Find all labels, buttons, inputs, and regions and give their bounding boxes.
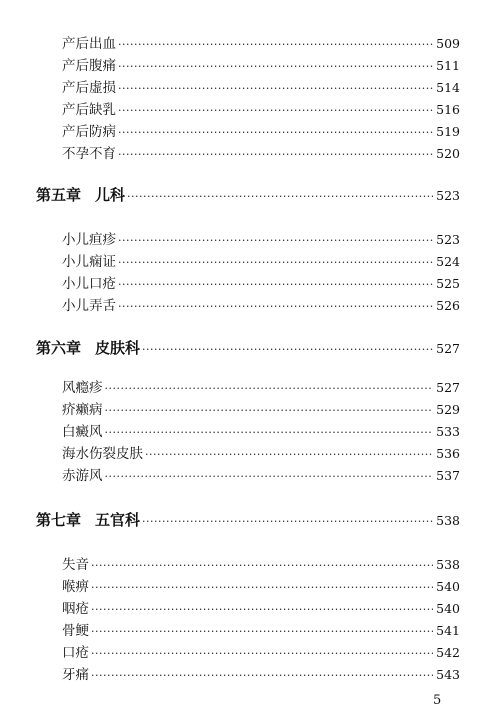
entry-title: 产后出血 bbox=[62, 36, 116, 52]
entry-page: 514 bbox=[436, 80, 460, 95]
toc-entry bbox=[62, 294, 460, 314]
entry-title: 疥癞病 bbox=[62, 402, 103, 418]
entry-page: 536 bbox=[436, 446, 460, 461]
entry-title: 小儿口疮 bbox=[62, 276, 116, 292]
dot-leader bbox=[91, 581, 433, 594]
entry-page: 537 bbox=[436, 468, 460, 483]
dot-leader bbox=[145, 448, 433, 461]
entry-page: 516 bbox=[436, 102, 460, 117]
toc-entry bbox=[62, 464, 460, 484]
toc-entry bbox=[62, 120, 460, 140]
dot-leader bbox=[105, 404, 434, 417]
entry-title: 不孕不育 bbox=[62, 146, 116, 162]
chapter-number: 第六章 bbox=[36, 339, 82, 357]
dot-leader bbox=[118, 300, 433, 313]
entry-title: 失音 bbox=[62, 557, 89, 573]
chapter-heading bbox=[36, 184, 460, 205]
dot-leader bbox=[91, 603, 433, 616]
dot-leader bbox=[91, 669, 433, 682]
dot-leader bbox=[118, 104, 433, 117]
chapter-heading bbox=[36, 509, 460, 530]
entry-title: 小儿痫证 bbox=[62, 254, 116, 270]
dot-leader bbox=[118, 278, 433, 291]
entry-title: 牙痛 bbox=[62, 667, 89, 683]
entry-page: 533 bbox=[436, 424, 460, 439]
dot-leader bbox=[142, 515, 433, 528]
toc-entry bbox=[62, 619, 460, 639]
entry-page: 527 bbox=[436, 380, 460, 395]
entry-title: 赤游风 bbox=[62, 468, 103, 484]
dot-leader bbox=[142, 343, 433, 356]
entry-title: 海水伤裂皮肤 bbox=[62, 446, 143, 462]
entry-title: 小儿疸疹 bbox=[62, 232, 116, 248]
dot-leader bbox=[91, 559, 433, 572]
dot-leader bbox=[91, 625, 433, 638]
toc-entry bbox=[62, 32, 460, 52]
entry-page: 524 bbox=[436, 254, 460, 269]
entry-title: 小儿弄舌 bbox=[62, 298, 116, 314]
entry-title: 产后腹痛 bbox=[62, 58, 116, 74]
toc-entry bbox=[62, 142, 460, 162]
dot-leader bbox=[118, 256, 433, 269]
toc-entry bbox=[62, 553, 460, 573]
entry-title: 白癜风 bbox=[62, 424, 103, 440]
chapter-page: 527 bbox=[436, 341, 460, 356]
chapter-title: 儿科 bbox=[95, 186, 126, 204]
entry-page: 540 bbox=[436, 579, 460, 594]
dot-leader bbox=[91, 647, 433, 660]
dot-leader bbox=[105, 470, 434, 483]
entry-page: 523 bbox=[436, 232, 460, 247]
dot-leader bbox=[118, 82, 433, 95]
chapter-page: 538 bbox=[436, 513, 460, 528]
entry-title: 风瘾疹 bbox=[62, 380, 103, 396]
toc-entry bbox=[62, 54, 460, 74]
entry-page: 529 bbox=[436, 402, 460, 417]
chapter-title: 皮肤科 bbox=[95, 339, 141, 357]
toc-entry bbox=[62, 641, 460, 661]
toc-entry bbox=[62, 76, 460, 96]
page-number: 5 bbox=[433, 693, 442, 708]
toc-entry bbox=[62, 98, 460, 118]
toc-entry bbox=[62, 272, 460, 292]
dot-leader bbox=[118, 60, 433, 73]
toc-entry bbox=[62, 228, 460, 248]
entry-page: 540 bbox=[436, 601, 460, 616]
toc-entry bbox=[62, 597, 460, 617]
dot-leader bbox=[127, 190, 433, 203]
entry-title: 喉痹 bbox=[62, 579, 89, 595]
entry-page: 543 bbox=[436, 667, 460, 682]
toc-entry bbox=[62, 663, 460, 683]
entry-title: 咽疮 bbox=[62, 601, 89, 617]
chapter-heading bbox=[36, 337, 460, 358]
toc-entry bbox=[62, 442, 460, 462]
entry-title: 口疮 bbox=[62, 645, 89, 661]
toc-entry bbox=[62, 250, 460, 270]
chapter-number: 第七章 bbox=[36, 511, 82, 529]
toc-entry bbox=[62, 420, 460, 440]
toc-entry bbox=[62, 398, 460, 418]
entry-page: 538 bbox=[436, 557, 460, 572]
entry-title: 产后防病 bbox=[62, 124, 116, 140]
dot-leader bbox=[118, 38, 433, 51]
dot-leader bbox=[118, 148, 433, 161]
entry-page: 520 bbox=[436, 146, 460, 161]
entry-title: 产后缺乳 bbox=[62, 102, 116, 118]
entry-page: 526 bbox=[436, 298, 460, 313]
entry-page: 519 bbox=[436, 124, 460, 139]
chapter-title: 五官科 bbox=[95, 511, 141, 529]
dot-leader bbox=[105, 382, 434, 395]
entry-title: 骨鲠 bbox=[62, 623, 89, 639]
dot-leader bbox=[105, 426, 434, 439]
entry-title: 产后虚损 bbox=[62, 80, 116, 96]
entry-page: 542 bbox=[436, 645, 460, 660]
dot-leader bbox=[118, 234, 433, 247]
entry-page: 509 bbox=[436, 36, 460, 51]
chapter-number: 第五章 bbox=[36, 186, 82, 204]
entry-page: 511 bbox=[436, 58, 460, 73]
dot-leader bbox=[118, 126, 433, 139]
toc-entry bbox=[62, 575, 460, 595]
toc-entry bbox=[62, 376, 460, 396]
chapter-page: 523 bbox=[436, 188, 460, 203]
entry-page: 541 bbox=[436, 623, 460, 638]
entry-page: 525 bbox=[436, 276, 460, 291]
